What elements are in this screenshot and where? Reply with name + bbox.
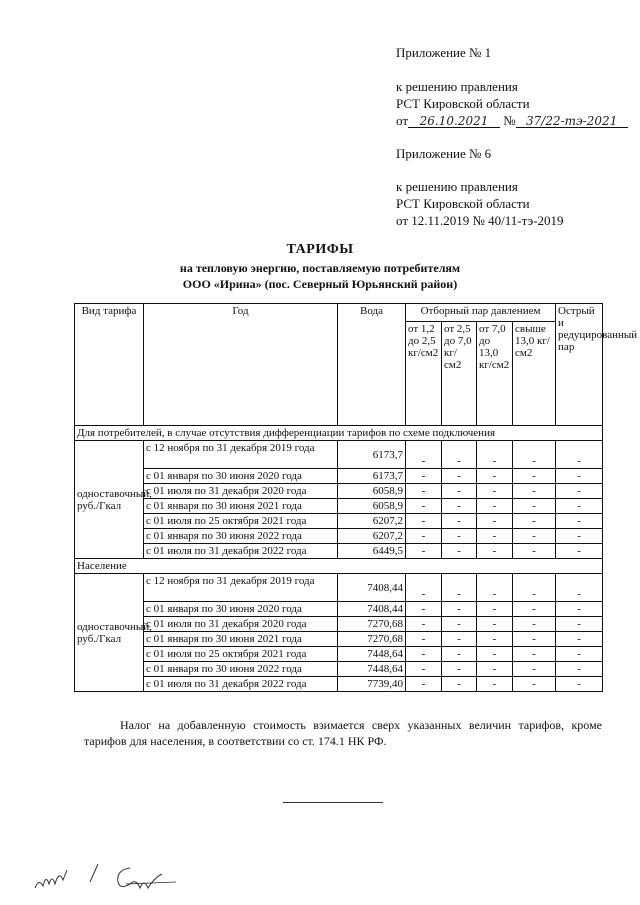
handwritten-number: 37/22-тэ-2021 bbox=[516, 115, 628, 128]
dash-cell: - bbox=[513, 484, 556, 499]
dash-cell: - bbox=[477, 484, 513, 499]
dash-cell: - bbox=[477, 677, 513, 692]
header-sharp-steam: Острый и редуцированный пар bbox=[556, 304, 603, 426]
period-cell: с 01 июля по 31 декабря 2020 года bbox=[144, 484, 338, 499]
water-value: 7270,68 bbox=[338, 632, 406, 647]
section-title-consumers: Для потребителей, в случае отсутствия дифференциации тарифов по схеме подключения bbox=[75, 426, 603, 441]
dash-cell: - bbox=[477, 514, 513, 529]
dash-cell: - bbox=[406, 529, 442, 544]
dash-cell: - bbox=[406, 469, 442, 484]
period-cell: с 01 июля по 25 октября 2021 года bbox=[144, 647, 338, 662]
dash-cell: - bbox=[442, 677, 477, 692]
dash-cell: - bbox=[513, 544, 556, 559]
water-value: 6058,9 bbox=[338, 499, 406, 514]
dash-cell: - bbox=[556, 529, 603, 544]
dash-cell: - bbox=[406, 484, 442, 499]
header-pressure-4: свыше 13,0 кг/см2 bbox=[513, 322, 556, 426]
dash-cell: - bbox=[556, 574, 603, 602]
period-cell: с 01 июля по 31 декабря 2020 года bbox=[144, 617, 338, 632]
period-cell: с 01 января по 30 июня 2022 года bbox=[144, 662, 338, 677]
dash-cell: - bbox=[406, 544, 442, 559]
dash-cell: - bbox=[513, 602, 556, 617]
period-cell: с 12 ноября по 31 декабря 2019 года bbox=[144, 574, 338, 602]
dash-cell: - bbox=[406, 677, 442, 692]
dash-cell: - bbox=[477, 647, 513, 662]
water-value: 7408,44 bbox=[338, 602, 406, 617]
dash-cell: - bbox=[477, 617, 513, 632]
tariff-type-consumers: одноставочный, руб./Гкал bbox=[75, 441, 144, 559]
document-subtitle-1: на тепловую энергию, поставляемую потребителям bbox=[179, 261, 461, 275]
header2-line3: от 12.11.2019 № 40/11-тэ-2019 bbox=[396, 213, 564, 228]
dash-cell: - bbox=[556, 632, 603, 647]
water-value: 6207,2 bbox=[338, 529, 406, 544]
period-cell: с 01 июля по 25 октября 2021 года bbox=[144, 514, 338, 529]
dash-cell: - bbox=[513, 469, 556, 484]
period-cell: с 01 января по 30 июня 2020 года bbox=[144, 469, 338, 484]
from-prefix: от bbox=[396, 113, 409, 128]
water-value: 6173,7 bbox=[338, 441, 406, 469]
number-prefix: № bbox=[503, 113, 516, 128]
dash-cell: - bbox=[442, 514, 477, 529]
dash-cell: - bbox=[406, 574, 442, 602]
dash-cell: - bbox=[442, 499, 477, 514]
tariff-table bbox=[74, 303, 638, 692]
dash-cell: - bbox=[442, 602, 477, 617]
dash-cell: - bbox=[406, 514, 442, 529]
dash-cell: - bbox=[513, 514, 556, 529]
header1-ref bbox=[396, 113, 628, 129]
dash-cell: - bbox=[442, 544, 477, 559]
dash-cell: - bbox=[406, 632, 442, 647]
header-pressure-2: от 2,5 до 7,0 кг/см2 bbox=[442, 322, 477, 426]
dash-cell: - bbox=[406, 602, 442, 617]
dash-cell: - bbox=[442, 574, 477, 602]
water-value: 7739,40 bbox=[338, 677, 406, 692]
dash-cell: - bbox=[556, 441, 603, 469]
dash-cell: - bbox=[513, 677, 556, 692]
dash-cell: - bbox=[406, 441, 442, 469]
dash-cell: - bbox=[477, 544, 513, 559]
dash-cell: - bbox=[556, 544, 603, 559]
dash-cell: - bbox=[513, 499, 556, 514]
dash-cell: - bbox=[513, 632, 556, 647]
dash-cell: - bbox=[477, 499, 513, 514]
document-title: ТАРИФЫ bbox=[286, 242, 354, 257]
water-value: 6207,2 bbox=[338, 514, 406, 529]
vat-note: Налог на добавленную стоимость взимается сверх указанных величин тарифов, кроме тарифов для населения, в соответствии со ст. 174.1 НК РФ. bbox=[84, 718, 602, 748]
dash-cell: - bbox=[556, 484, 603, 499]
dash-cell: - bbox=[477, 662, 513, 677]
header1-line2: РСТ Кировской области bbox=[396, 96, 530, 111]
dash-cell: - bbox=[442, 469, 477, 484]
dash-cell: - bbox=[477, 602, 513, 617]
period-cell: с 01 января по 30 июня 2021 года bbox=[144, 632, 338, 647]
header-water: Вода bbox=[338, 304, 406, 426]
header2-line2: РСТ Кировской области bbox=[396, 196, 530, 211]
dash-cell: - bbox=[442, 617, 477, 632]
water-value: 7448,64 bbox=[338, 662, 406, 677]
dash-cell: - bbox=[513, 617, 556, 632]
dash-cell: - bbox=[442, 484, 477, 499]
dash-cell: - bbox=[556, 677, 603, 692]
dash-cell: - bbox=[513, 574, 556, 602]
header-pressure-3: от 7,0 до 13,0 кг/см2 bbox=[477, 322, 513, 426]
dash-cell: - bbox=[406, 662, 442, 677]
period-cell: с 01 января по 30 июня 2022 года bbox=[144, 529, 338, 544]
dash-cell: - bbox=[513, 529, 556, 544]
water-value: 6449,5 bbox=[338, 544, 406, 559]
dash-cell: - bbox=[406, 499, 442, 514]
dash-cell: - bbox=[406, 647, 442, 662]
section-title-population: Население bbox=[75, 559, 603, 574]
period-cell: с 12 ноября по 31 декабря 2019 года bbox=[144, 441, 338, 469]
header1-line1: к решению правления bbox=[396, 79, 518, 94]
water-value: 7448,64 bbox=[338, 647, 406, 662]
handwritten-date: 26.10.2021 bbox=[408, 115, 500, 128]
water-value: 7270,68 bbox=[338, 617, 406, 632]
appendix-1-label: Приложение № 1 bbox=[396, 45, 492, 60]
separator-line bbox=[283, 802, 383, 803]
dash-cell: - bbox=[406, 617, 442, 632]
dash-cell: - bbox=[556, 662, 603, 677]
handwritten-initials bbox=[30, 850, 190, 900]
dash-cell: - bbox=[477, 632, 513, 647]
dash-cell: - bbox=[513, 647, 556, 662]
header-steam: Отборный пар давлением bbox=[406, 304, 556, 322]
water-value: 7408,44 bbox=[338, 574, 406, 602]
dash-cell: - bbox=[556, 617, 603, 632]
header2-line1: к решению правления bbox=[396, 179, 518, 194]
dash-cell: - bbox=[477, 529, 513, 544]
header-tariff-type: Вид тарифа bbox=[75, 304, 144, 426]
appendix-6-label: Приложение № 6 bbox=[396, 146, 492, 161]
header-year: Год bbox=[144, 304, 338, 426]
dash-cell: - bbox=[513, 662, 556, 677]
dash-cell: - bbox=[556, 514, 603, 529]
dash-cell: - bbox=[556, 499, 603, 514]
header-pressure-1: от 1,2 до 2,5 кг/см2 bbox=[406, 322, 442, 426]
dash-cell: - bbox=[442, 662, 477, 677]
tariff-type-population: одноставочный, руб./Гкал bbox=[75, 574, 144, 692]
dash-cell: - bbox=[477, 469, 513, 484]
dash-cell: - bbox=[556, 647, 603, 662]
water-value: 6173,7 bbox=[338, 469, 406, 484]
document-subtitle-2: ООО «Ирина» (пос. Северный Юрьянский район) bbox=[182, 277, 458, 291]
period-cell: с 01 июля по 31 декабря 2022 года bbox=[144, 544, 338, 559]
period-cell: с 01 июля по 31 декабря 2022 года bbox=[144, 677, 338, 692]
dash-cell: - bbox=[442, 632, 477, 647]
dash-cell: - bbox=[442, 529, 477, 544]
water-value: 6058,9 bbox=[338, 484, 406, 499]
dash-cell: - bbox=[556, 602, 603, 617]
period-cell: с 01 января по 30 июня 2020 года bbox=[144, 602, 338, 617]
dash-cell: - bbox=[477, 441, 513, 469]
dash-cell: - bbox=[442, 441, 477, 469]
dash-cell: - bbox=[513, 441, 556, 469]
dash-cell: - bbox=[556, 469, 603, 484]
dash-cell: - bbox=[442, 647, 477, 662]
dash-cell: - bbox=[477, 574, 513, 602]
period-cell: с 01 января по 30 июня 2021 года bbox=[144, 499, 338, 514]
